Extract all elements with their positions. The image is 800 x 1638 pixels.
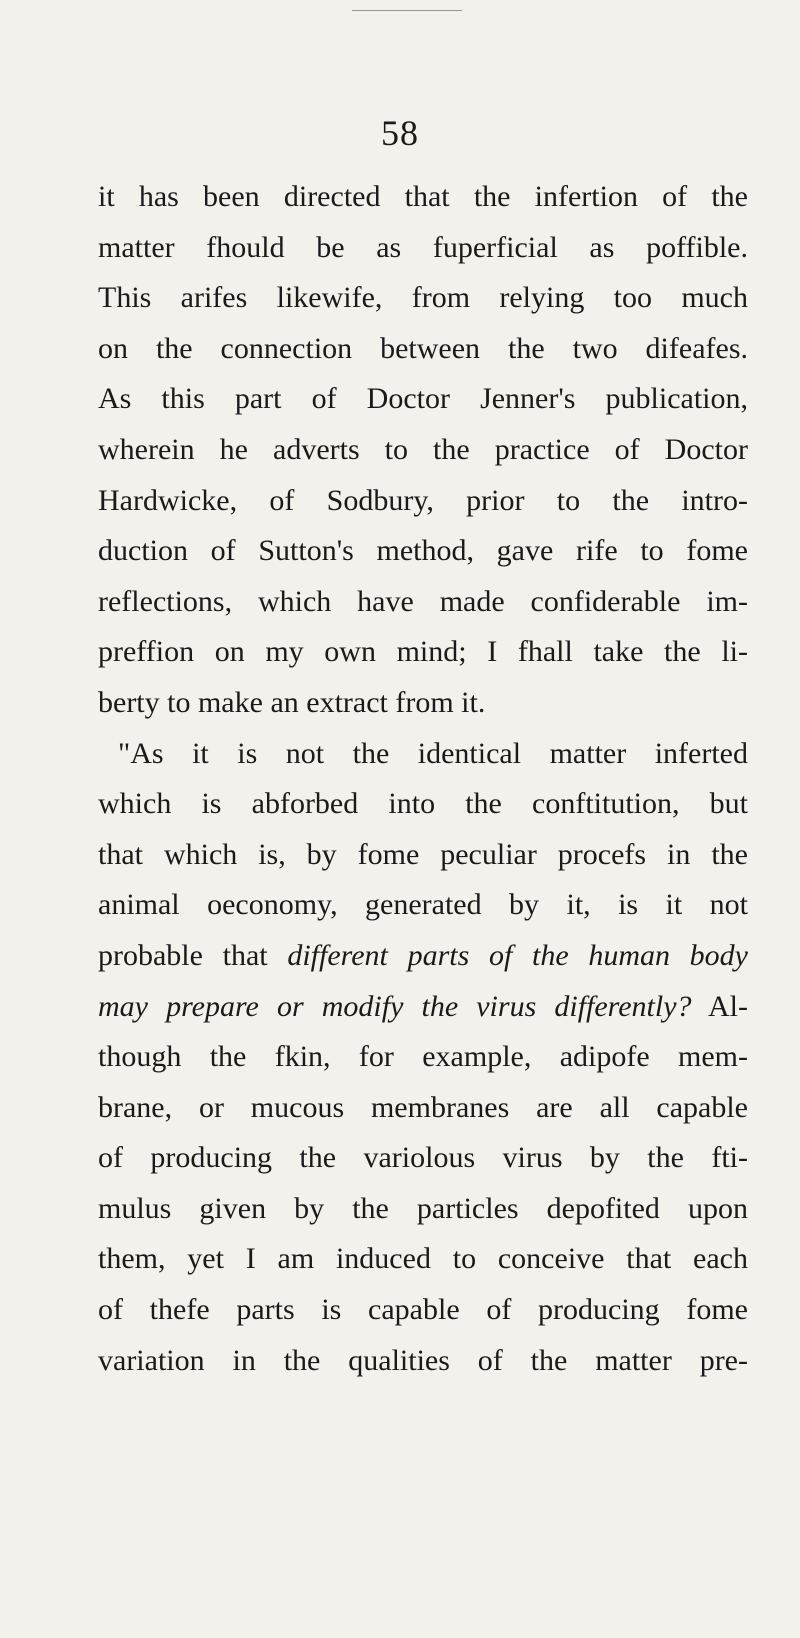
text-line: brane, or mucous membranes are all capable bbox=[98, 1090, 748, 1124]
mixed-text-line bbox=[98, 982, 748, 1033]
text-line: berty to make an extract from it. bbox=[98, 685, 486, 719]
text-line: wherein he adverts to the practice of Doctor bbox=[98, 432, 748, 466]
top-rule bbox=[352, 10, 462, 11]
text-line: This arifes likewife, from relying too much bbox=[98, 281, 748, 315]
page-number: 58 bbox=[381, 113, 419, 153]
text-line: preffion on my own mind; I fhall take the li- bbox=[98, 635, 748, 669]
text-line: of thefe parts is capable of producing fome bbox=[98, 1293, 748, 1327]
text-line: duction of Sutton's method, gave rife to fome bbox=[98, 534, 748, 568]
text-line: though the fkin, for example, adipofe mem- bbox=[98, 1040, 748, 1074]
text-line: which is abforbed into the conftitution, but bbox=[98, 787, 748, 821]
mixed-text-line bbox=[98, 931, 748, 982]
quote-start-line: "As it is not the identical matter inferted bbox=[118, 736, 748, 770]
text-line: reflections, which have made confiderable im- bbox=[98, 584, 748, 618]
text-segment: Al- bbox=[691, 989, 748, 1023]
text-line: of producing the variolous virus by the fti- bbox=[98, 1141, 748, 1175]
text-line: matter fhould be as fuperficial as poffible. bbox=[98, 230, 748, 264]
text-line: that which is, by fome peculiar procefs in the bbox=[98, 837, 748, 871]
italic-segment: different parts of the human body bbox=[287, 938, 748, 972]
body-text bbox=[98, 172, 748, 1386]
text-line: As this part of Doctor Jenner's publication, bbox=[98, 382, 748, 416]
text-line: it has been directed that the infertion of the bbox=[98, 180, 748, 213]
text-line: mulus given by the particles depofited upon bbox=[98, 1191, 748, 1225]
text-line: variation in the qualities of the matter pre- bbox=[98, 1343, 748, 1377]
text-line: Hardwicke, of Sodbury, prior to the intro- bbox=[98, 483, 748, 517]
text-line: animal oeconomy, generated by it, is it not bbox=[98, 888, 748, 922]
text-line: them, yet I am induced to conceive that each bbox=[98, 1242, 748, 1276]
text-line: on the connection between the two difeafes. bbox=[98, 331, 748, 365]
italic-segment: may prepare or modify the virus differently? bbox=[98, 989, 692, 1023]
text-segment: probable that bbox=[98, 938, 288, 972]
